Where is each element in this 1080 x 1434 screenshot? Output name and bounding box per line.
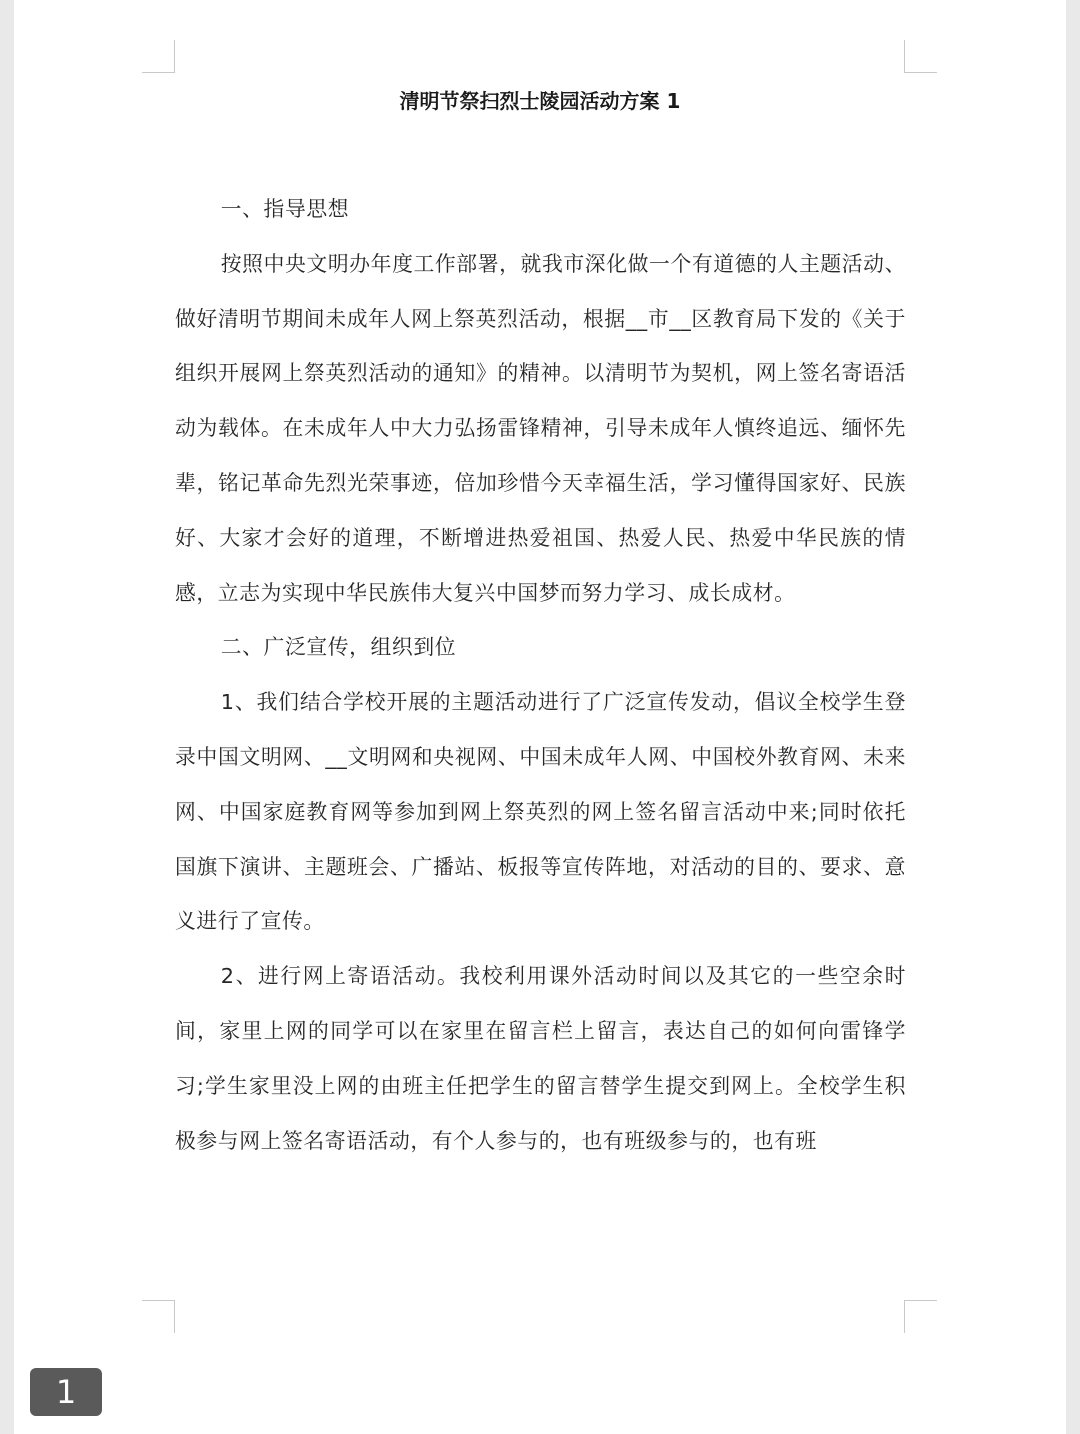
crop-mark-top-right bbox=[904, 40, 937, 73]
page-number-indicator[interactable]: 1 bbox=[30, 1368, 102, 1416]
section-heading-publicity: 二、广泛宣传，组织到位 bbox=[220, 635, 457, 660]
paragraph: 2、进行网上寄语活动。我校利用课外活动时间以及其它的一些空余时间，家里上网的同学可以在家里在留言栏上留言，表达自己的如何向雷锋学习;学生家里没上网的由班主任把学生的留言替学生提交到网上。全校学生积极参与网上签名寄语活动，有个人参与的，也有班级参与的，也有班 bbox=[175, 964, 906, 1153]
crop-mark-bottom-left bbox=[142, 1300, 175, 1333]
document-title: 清明节祭扫烈士陵园活动方案 1 bbox=[399, 89, 681, 113]
crop-mark-bottom-right bbox=[904, 1300, 937, 1333]
paragraph: 1、我们结合学校开展的主题活动进行了广泛宣传发动，倡议全校学生登录中国文明网、__文明网和央视网、中国未成年人网、中国校外教育网、未来网、中国家庭教育网等参加到网上祭英烈的网上签名留言活动中来;同时依托国旗下演讲、主题班会、广播站、板报等宣传阵地，对活动的目的、要求、意义进行了宣传。 bbox=[175, 690, 906, 934]
crop-mark-top-left bbox=[142, 40, 175, 73]
document-body bbox=[175, 182, 906, 1168]
section-heading-guiding-ideology: 一、指导思想 bbox=[220, 197, 350, 221]
document-page bbox=[14, 0, 1066, 1434]
paragraph: 按照中央文明办年度工作部署，就我市深化做一个有道德的人主题活动、做好清明节期间未成年人网上祭英烈活动，根据__市__区教育局下发的《关于组织开展网上祭英烈活动的通知》的精神。以清明节为契机，网上签名寄语活动为载体。在未成年人中大力弘扬雷锋精神，引导未成年人慎终追远、缅怀先辈，铭记革命先烈光荣事迹，倍加珍惜今天幸福生活，学习懂得国家好、民族好、大家才会好的道理，不断增进热爱祖国、热爱人民、热爱中华民族的情感，立志为实现中华民族伟大复兴中国梦而努力学习、成长成材。 bbox=[175, 251, 906, 605]
